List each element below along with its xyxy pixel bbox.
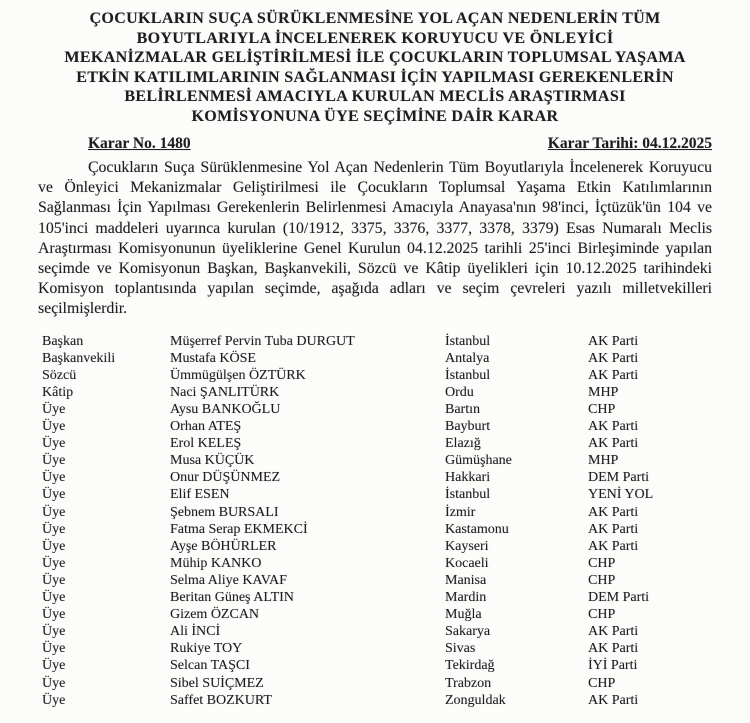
member-role: Üye <box>42 504 66 520</box>
title-line: ÇOCUKLARIN SUÇA SÜRÜKLENMESİNE YOL AÇAN NEDENLERİN TÜM <box>89 10 661 27</box>
member-role: Üye <box>42 641 66 657</box>
member-name: Şebnem BURSALI <box>170 504 279 520</box>
member-role: Üye <box>42 675 66 691</box>
member-name: Orhan ATEŞ <box>170 419 242 435</box>
members-table <box>0 333 750 709</box>
table-row <box>0 606 750 623</box>
member-city: Sivas <box>445 641 476 657</box>
member-name: Müşerref Pervin Tuba DURGUT <box>170 333 355 349</box>
table-row <box>0 384 750 401</box>
member-role: Üye <box>42 521 66 537</box>
table-row <box>0 418 750 435</box>
table-row <box>0 504 750 521</box>
member-city: Manisa <box>445 572 487 588</box>
member-city: Muğla <box>445 607 482 623</box>
member-role: Kâtip <box>42 384 74 400</box>
member-city: Trabzon <box>445 675 492 691</box>
member-party: YENİ YOL <box>588 487 654 503</box>
table-row <box>0 538 750 555</box>
member-party: AK Parti <box>588 436 639 452</box>
table-row <box>0 367 750 384</box>
table-row <box>0 350 750 367</box>
member-party: AK Parti <box>588 333 639 349</box>
table-row <box>0 521 750 538</box>
member-party: DEM Parti <box>588 590 650 606</box>
member-party: AK Parti <box>588 624 639 640</box>
table-row <box>0 486 750 503</box>
member-name: Saffet BOZKURT <box>170 692 272 708</box>
member-name: Mustafa KÖSE <box>170 350 256 366</box>
member-role: Üye <box>42 453 66 469</box>
member-role: Üye <box>42 470 66 486</box>
member-city: Kayseri <box>445 538 489 554</box>
member-role: Üye <box>42 538 66 554</box>
member-role: Üye <box>42 402 66 417</box>
member-city: Mardin <box>445 590 487 606</box>
member-name: Sibel SUİÇMEZ <box>170 675 264 691</box>
member-city: İstanbul <box>445 367 491 383</box>
member-name: Ayşe BÖHÜRLER <box>170 538 277 554</box>
member-party: AK Parti <box>588 504 639 520</box>
member-city: Bartın <box>445 402 480 417</box>
member-name: Beritan Güneş ALTIN <box>170 590 294 606</box>
table-row <box>0 623 750 640</box>
member-name: Naci ŞANLITÜRK <box>170 384 280 400</box>
table-row <box>0 589 750 606</box>
member-party: DEM Parti <box>588 470 650 486</box>
member-party: AK Parti <box>588 538 639 554</box>
member-city: Antalya <box>445 350 490 366</box>
member-role: Üye <box>42 607 66 623</box>
member-role: Sözcü <box>42 367 77 383</box>
member-name: Mühip KANKO <box>170 555 262 571</box>
title-line: ETKİN KATILIMLARININ SAĞLANMASI İÇİN YAPILMASI GEREKENLERİN <box>76 68 674 86</box>
member-name: Ümmügülşen ÖZTÜRK <box>170 367 306 383</box>
member-party: AK Parti <box>588 367 639 383</box>
decision-body: Çocukların Suça Sürüklenmesine Yol Açan Nedenlerin Tüm Boyutlarıyla İncelenerek Koruyucu ve Önleyici Mekanizmalar Geliştirilmesi ile Çocukların Toplumsal Yaşama Etkin Katılımlarının Sağlanması İçin Yapılması Gerekenlerin Belirlenmesi Amacıyla Anayasa'nın 98'inci, İçtüzük'ün 104 ve 105'inci maddeleri uyarınca kurulan (10/1912, 3375, 3376, 3377, 3378, 3379) Esas Numaralı Meclis Araştırması Komisyonunun üyeliklerine Genel Kurulun 04.12.2025 tarihli 25'inci Birleşiminde yapılan seçimde ve Komisyonun Başkan, Başkanvekili, Sözcü ve Kâtip üyelikleri için 10.12.2025 tarihindeki Komisyon toplantısında yapılan seçimde, aşağıda adları ve seçim çevreleri yazılı milletvekilleri seçilmişlerdir. <box>38 159 712 318</box>
member-role: Üye <box>42 419 66 435</box>
table-row <box>0 675 750 692</box>
member-city: İstanbul <box>445 487 491 503</box>
member-party: AK Parti <box>588 641 639 657</box>
member-name: Selma Aliye KAVAF <box>170 572 287 588</box>
member-name: Erol KELEŞ <box>170 436 242 452</box>
member-party: CHP <box>588 572 616 588</box>
table-row <box>0 555 750 572</box>
member-city: Gümüşhane <box>445 453 512 469</box>
member-name: Rukiye TOY <box>170 641 243 657</box>
member-city: Hakkari <box>445 470 491 486</box>
decision-number: Karar No. 1480 <box>88 135 191 152</box>
title-line: KOMİSYONUNA ÜYE SEÇİMİNE DAİR KARAR <box>191 107 559 125</box>
decision-date: Karar Tarihi: 04.12.2025 <box>547 135 712 152</box>
table-row <box>0 692 750 709</box>
member-city: Tekirdağ <box>445 658 495 674</box>
member-party: CHP <box>588 402 616 417</box>
member-party: AK Parti <box>588 521 639 537</box>
member-role: Üye <box>42 436 66 452</box>
member-role: Üye <box>42 555 66 571</box>
member-party: AK Parti <box>588 692 639 708</box>
member-city: İstanbul <box>445 333 491 349</box>
member-name: Onur DÜŞÜNMEZ <box>170 470 281 486</box>
table-row <box>0 401 750 418</box>
member-role: Üye <box>42 658 66 674</box>
member-role: Üye <box>42 572 66 588</box>
decision-meta <box>88 135 712 153</box>
member-city: Kocaeli <box>445 555 489 571</box>
title-line: BELİRLENMESİ AMACIYLA KURULAN MECLİS ARAŞTIRMASI <box>124 88 626 105</box>
member-party: İYİ Parti <box>588 658 638 674</box>
table-row <box>0 640 750 657</box>
member-role: Üye <box>42 624 66 640</box>
member-city: Bayburt <box>445 419 491 435</box>
member-party: MHP <box>588 453 619 469</box>
member-name: Ali İNCİ <box>170 624 221 640</box>
table-row <box>0 435 750 452</box>
member-name: Elif ESEN <box>170 487 230 503</box>
member-name: Musa KÜÇÜK <box>170 453 255 469</box>
member-party: MHP <box>588 384 619 400</box>
member-city: İzmir <box>445 504 476 520</box>
member-role: Başkan <box>42 333 84 349</box>
member-city: Zonguldak <box>445 692 506 708</box>
member-role: Üye <box>42 487 66 503</box>
member-city: Sakarya <box>445 624 491 640</box>
page-title <box>0 0 750 126</box>
member-city: Ordu <box>445 384 474 400</box>
member-city: Kastamonu <box>445 521 509 537</box>
member-role: Üye <box>42 692 66 708</box>
member-party: CHP <box>588 607 616 623</box>
title-line: MEKANİZMALAR GELİŞTİRİLMESİ İLE ÇOCUKLARIN TOPLUMSAL YAŞAMA <box>64 49 686 66</box>
member-name: Fatma Serap EKMEKCİ <box>170 521 308 537</box>
table-row <box>0 452 750 469</box>
title-line: BOYUTLARIYLA İNCELENEREK KORUYUCU VE ÖNLEYİCİ <box>136 29 614 47</box>
table-row <box>0 572 750 589</box>
member-party: CHP <box>588 675 616 691</box>
member-party: CHP <box>588 555 616 571</box>
member-role: Başkanvekili <box>42 350 116 366</box>
member-name: Gizem ÖZCAN <box>170 607 260 623</box>
member-name: Aysu BANKOĞLU <box>170 402 281 417</box>
table-row <box>0 469 750 486</box>
table-row <box>0 333 750 350</box>
member-role: Üye <box>42 590 66 606</box>
member-party: AK Parti <box>588 419 639 435</box>
member-city: Elazığ <box>445 436 481 452</box>
table-row <box>0 657 750 674</box>
member-party: AK Parti <box>588 350 639 366</box>
member-name: Selcan TAŞCI <box>170 658 250 674</box>
